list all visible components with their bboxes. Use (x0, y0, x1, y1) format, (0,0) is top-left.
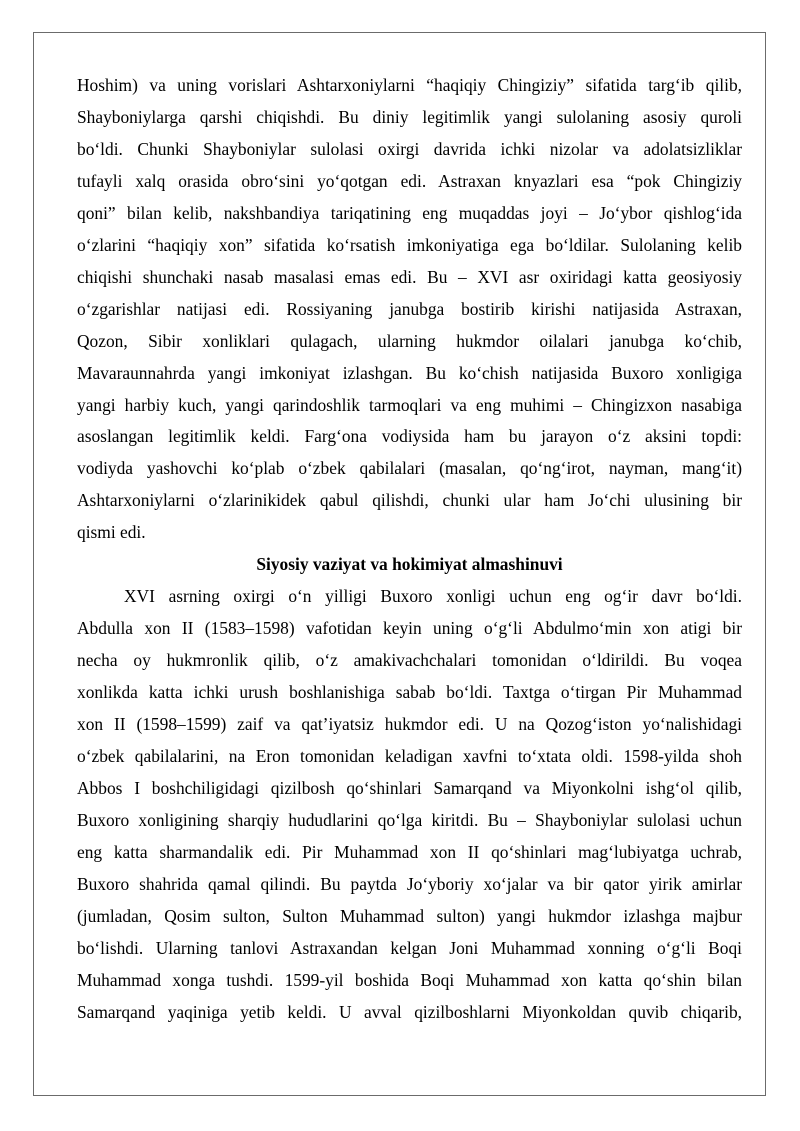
text-line: vodiyda yashovchi ko‘plab o‘zbek qabilalari (masalan, qo‘ng‘irot, nayman, mang‘it) (77, 458, 742, 479)
text-line: bo‘lishdi. Ularning tanlovi Astraxandan kelgan Joni Muhammad xonning o‘g‘li Boqi (77, 937, 742, 958)
text-line: tufayli xalq orasida obro‘sini yo‘qotgan edi. Astraxan knyazlari esa “pok Chingiziy (77, 170, 742, 191)
text-line: Hoshim) va uning vorislari Ashtarxoniylarni “haqiqiy Chingiziy” sifatida targ‘ib qilib, (77, 75, 742, 95)
body-paragraph (77, 70, 742, 549)
body-paragraph (77, 581, 742, 1028)
text-line: asoslangan legitimlik keldi. Farg‘ona vodiysida ham bu jarayon o‘z aksini topdi: (77, 426, 742, 447)
text-line: yangi harbiy kuch, yangi qarindoshlik tarmoqlari va eng muhimi – Chingizxon nasabiga (77, 394, 742, 415)
text-line: bo‘ldi. Chunki Shayboniylar sulolasi oxirgi davrida ichki nizolar va adolatsizliklar (77, 138, 742, 159)
text-line: XVI asrning oxirgi o‘n yilligi Buxoro xonligi uchun eng og‘ir davr bo‘ldi. (124, 586, 742, 607)
text-line: xonlikda katta ichki urush boshlanishiga sabab bo‘ldi. Taxtga o‘tirgan Pir Muhammad (77, 682, 742, 703)
text-line: qoni” bilan kelib, nakshbandiya tariqatining eng muqaddas joyi – Jo‘ybor qishlog‘ida (77, 202, 742, 223)
text-line: (jumladan, Qosim sulton, Sulton Muhammad sulton) yangi hukmdor izlashga majbur (77, 905, 742, 926)
text-line: eng katta sharmandalik edi. Pir Muhammad xon II qo‘shinlari mag‘lubiyatga uchrab, (77, 841, 742, 862)
text-line: o‘zbek qabilalarini, na Eron tomonidan keladigan xavfni to‘xtata oldi. 1598-yilda shoh (77, 746, 742, 767)
text-line: Abdulla xon II (1583–1598) vafotidan keyin uning o‘g‘li Abdulmo‘min xon atigi bir (77, 618, 742, 639)
text-line: Shayboniylarga qarshi chiqishdi. Bu diniy legitimlik yangi sulolaning asosiy quroli (77, 106, 742, 127)
text-line: o‘zlarini “haqiqiy xon” sifatida ko‘rsatish imkoniyatiga ega bo‘ldilar. Sulolaning kelib (77, 234, 742, 255)
text-line: Qozon, Sibir xonliklari qulagach, ularning hukmdor oilalari janubga ko‘chib, (77, 330, 742, 351)
text-line: qismi edi. (77, 522, 146, 543)
text-line: Buxoro xonligining sharqiy hududlarini qo‘lga kiritdi. Bu – Shayboniylar sulolasi uchun (77, 809, 742, 830)
text-line: chiqishi shunchaki nasab masalasi emas edi. Bu – XVI asr oxiridagi katta geosiyosiy (77, 266, 742, 287)
text-line: Buxoro shahrida qamal qilindi. Bu paytda Jo‘yboriy xo‘jalar va bir qator yirik amirlar (77, 873, 742, 894)
text-line: necha oy hukmronlik qilib, o‘z amakivachchalari tomonidan o‘ldirildi. Bu voqea (77, 650, 742, 671)
document-body (77, 70, 742, 1029)
section-heading: Siyosiy vaziyat va hokimiyat almashinuvi (256, 554, 563, 575)
text-line: Ashtarxoniylarni o‘zlarinikidek qabul qilishdi, chunki ular ham Jo‘chi ulusining bir (77, 490, 742, 511)
text-line: Mavaraunnahrda yangi imkoniyat izlashgan. Bu ko‘chish natijasida Buxoro xonligiga (77, 362, 742, 383)
text-line: Muhammad xonga tushdi. 1599-yil boshida Boqi Muhammad xon katta qo‘shin bilan (77, 969, 742, 990)
text-line: o‘zgarishlar natijasi edi. Rossiyaning janubga bostirib kirishi natijasida Astraxan, (77, 298, 742, 319)
text-line: Samarqand yaqiniga yetib keldi. U avval qizilboshlarni Miyonkoldan quvib chiqarib, (77, 1001, 742, 1022)
text-line: xon II (1598–1599) zaif va qat’iyatsiz hukmdor edi. U na Qozog‘iston yo‘nalishidagi (77, 714, 742, 735)
text-line: Abbos I boshchiligidagi qizilbosh qo‘shinlari Samarqand va Miyonkolni ishg‘ol qilib, (77, 777, 742, 798)
